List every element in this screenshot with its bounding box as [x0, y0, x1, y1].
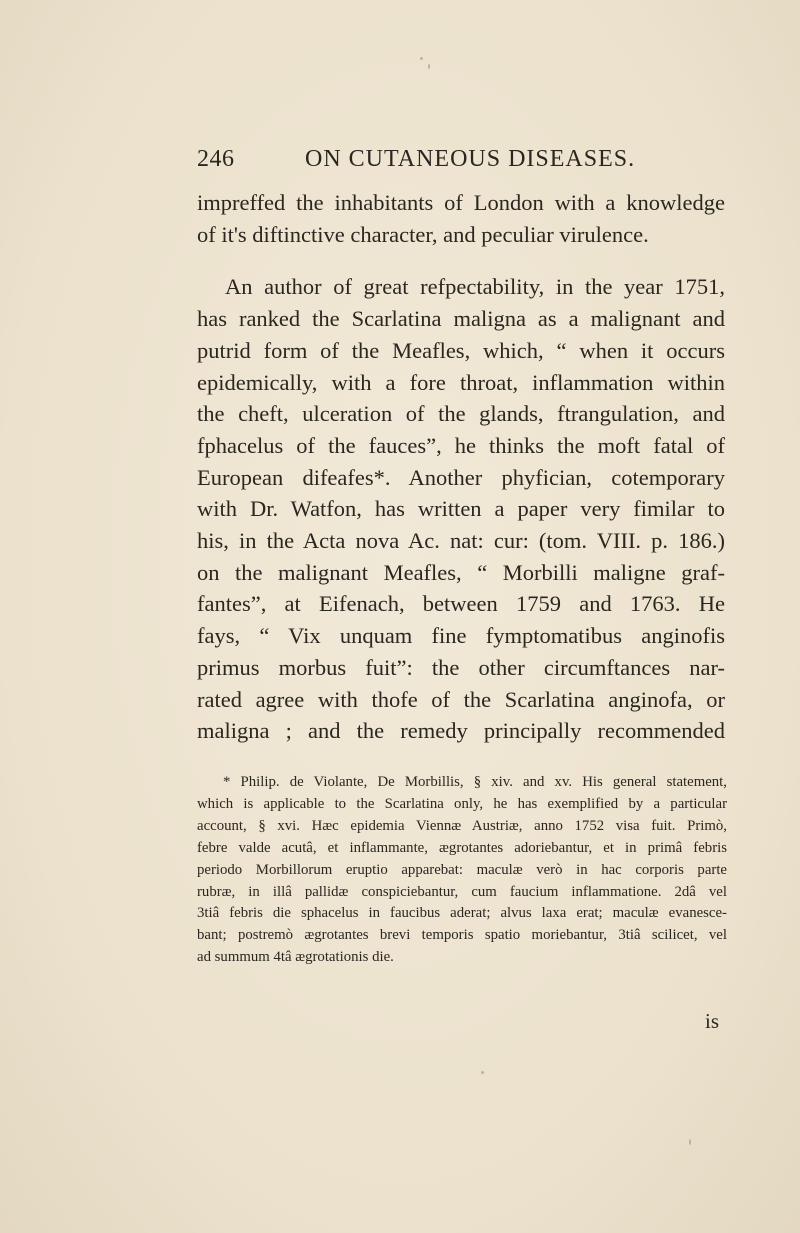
- footnote-line: bant; postremò ægrotantes brevi temporis spatio moriebantur, 3tiâ scilicet, vel: [197, 927, 727, 944]
- paper-speck: [420, 57, 423, 60]
- text-line: on the malignant Meafles, “ Morbilli maligne graf-: [197, 559, 725, 585]
- footnote-line: which is applicable to the Scarlatina only, he has exemplified by a particular: [197, 795, 727, 812]
- footnote-line: * Philip. de Violante, De Morbillis, § xiv. and xv. His general statement,: [223, 774, 727, 790]
- text-line: his, in the Acta nova Ac. nat: cur: (tom. VIII. p. 186.): [197, 528, 725, 554]
- text-line: fphacelus of the fauces”, he thinks the moft fatal of: [197, 432, 725, 458]
- text-line: maligna ; and the remedy principally recommended: [197, 718, 725, 744]
- footnote-line: periodo Morbillorum eruptio apparebat: maculæ verò in hac corporis parte: [197, 861, 727, 878]
- text-line: putrid form of the Meafles, which, “ when it occurs: [197, 337, 725, 363]
- text-line: primus morbus fuit”: the other circumftances nar-: [197, 654, 725, 680]
- footnote-line: febre valde acutâ, et inflammante, ægrotantes adoriebantur, et in primâ febris: [197, 839, 727, 856]
- footnote-line: 3tiâ febris die sphacelus in faucibus aderat; alvus laxa erat; maculæ evanesce-: [197, 905, 727, 922]
- paper-speck: [428, 64, 430, 69]
- paper-speck: [481, 1071, 484, 1074]
- text-line: with Dr. Watfon, has written a paper very fimilar to: [197, 496, 725, 522]
- text-line: An author of great refpectability, in the year 1751,: [225, 274, 725, 300]
- text-line: has ranked the Scarlatina maligna as a malignant and: [197, 306, 725, 332]
- text-line: the cheft, ulceration of the glands, ftrangulation, and: [197, 401, 725, 427]
- text-line: fantes”, at Eifenach, between 1759 and 1763. He: [197, 591, 725, 617]
- text-line: rated agree with thofe of the Scarlatina anginofa, or: [197, 686, 725, 712]
- catchword: is: [705, 1009, 720, 1033]
- footnote-line: account, § xvi. Hæc epidemia Viennæ Austriæ, anno 1752 visa fuit. Primò,: [197, 817, 727, 834]
- footnote-line: ad summum 4tâ ægrotationis die.: [197, 949, 394, 966]
- text-line: European difeafes*. Another phyfician, cotemporary: [197, 464, 725, 490]
- footnote: [197, 772, 727, 969]
- text-line: epidemically, with a fore throat, inflammation within: [197, 369, 725, 395]
- text-line: impreffed the inhabitants of London with a knowledge: [197, 190, 725, 215]
- text-line: of it's diftinctive character, and peculiar virulence.: [197, 221, 649, 247]
- paper-speck: [689, 1139, 691, 1145]
- page-number: 246: [197, 146, 235, 172]
- text-line: fays, “ Vix unquam fine fymptomatibus anginofis: [197, 623, 725, 649]
- footnote-line: rubræ, in illâ pallidæ conspiciebantur, cum faucium inflammatione. 2dâ vel: [197, 883, 727, 900]
- main-text: [197, 187, 725, 747]
- page-header: [197, 146, 725, 180]
- running-title: ON CUTANEOUS DISEASES.: [305, 146, 636, 172]
